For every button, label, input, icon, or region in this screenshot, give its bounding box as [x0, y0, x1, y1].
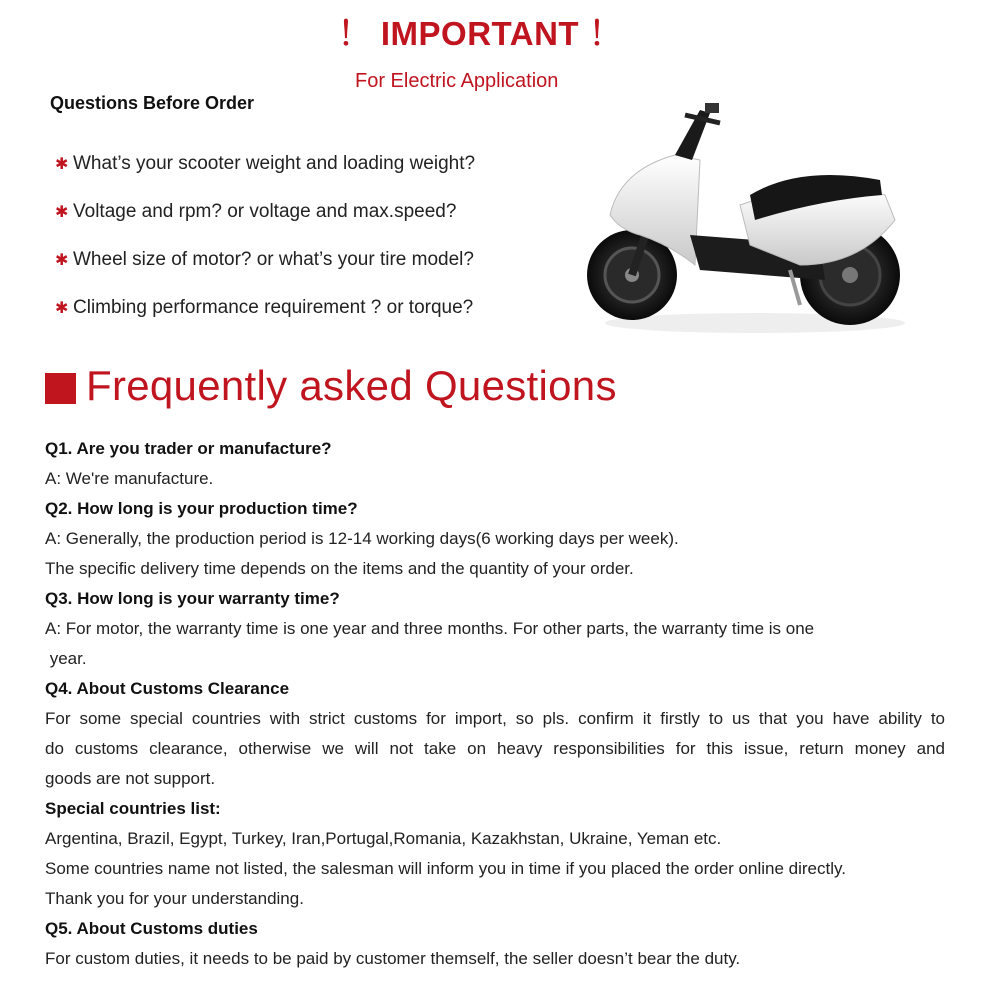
question-item: ✱ Climbing performance requirement ? or torque?: [55, 294, 475, 342]
question-item: ✱ Wheel size of motor? or what’s your tire model?: [55, 246, 475, 294]
faq-subheading: Special countries list:: [45, 799, 221, 818]
faq-answer: do customs clearance, otherwise we will not take on heavy responsibilities for this issue, return money and: [45, 739, 945, 758]
faq-title: [45, 362, 617, 410]
asterisk-icon: ✱: [55, 300, 69, 317]
faq-answer: goods are not support.: [45, 769, 216, 788]
faq-answer: year.: [45, 649, 87, 668]
scooter-image: [580, 95, 920, 345]
asterisk-icon: ✱: [55, 204, 69, 221]
faq-answer: Argentina, Brazil, Egypt, Turkey, Iran,Portugal,Romania, Kazakhstan, Ukraine, Yeman etc.: [45, 829, 722, 848]
faq-answer: A: For motor, the warranty time is one year and three months. For other parts, the warranty time is one: [45, 619, 815, 638]
faq-answer: For some special countries with strict customs for import, so pls. confirm it firstly to us that you have ability to: [45, 709, 945, 728]
faq-question: Q5. About Customs duties: [45, 919, 258, 938]
faq-answer: A: Generally, the production period is 12-14 working days(6 working days per week).: [45, 529, 679, 548]
faq-question: Q1. Are you trader or manufacture?: [45, 439, 332, 458]
asterisk-icon: ✱: [55, 156, 69, 173]
question-item: ✱ What’s your scooter weight and loading weight?: [55, 150, 475, 198]
red-square-icon: [45, 373, 76, 404]
question-item: ✱ Voltage and rpm? or voltage and max.speed?: [55, 198, 475, 246]
important-title: ！ IMPORTANT ！: [337, 15, 623, 52]
faq-question: Q4. About Customs Clearance: [45, 679, 290, 698]
faq-answer: Thank you for your understanding.: [45, 889, 304, 908]
faq-answer: For custom duties, it needs to be paid by customer themself, the seller doesn’t bear the duty.: [45, 949, 741, 968]
subtitle: For Electric Application: [355, 70, 559, 92]
faq-heading: Frequently asked Questions: [86, 362, 617, 409]
faq-answer: A: We're manufacture.: [45, 469, 214, 488]
faq-answer: Some countries name not listed, the salesman will inform you in time if you placed the order online directly.: [45, 859, 846, 878]
faq-question: Q3. How long is your warranty time?: [45, 589, 340, 608]
faq-answer: The specific delivery time depends on the items and the quantity of your order.: [45, 559, 634, 578]
questions-before-order-heading: Questions Before Order: [50, 93, 255, 113]
faq-content: [45, 434, 945, 974]
asterisk-icon: ✱: [55, 252, 69, 269]
questions-list: [55, 150, 475, 342]
faq-question: Q2. How long is your production time?: [45, 499, 358, 518]
